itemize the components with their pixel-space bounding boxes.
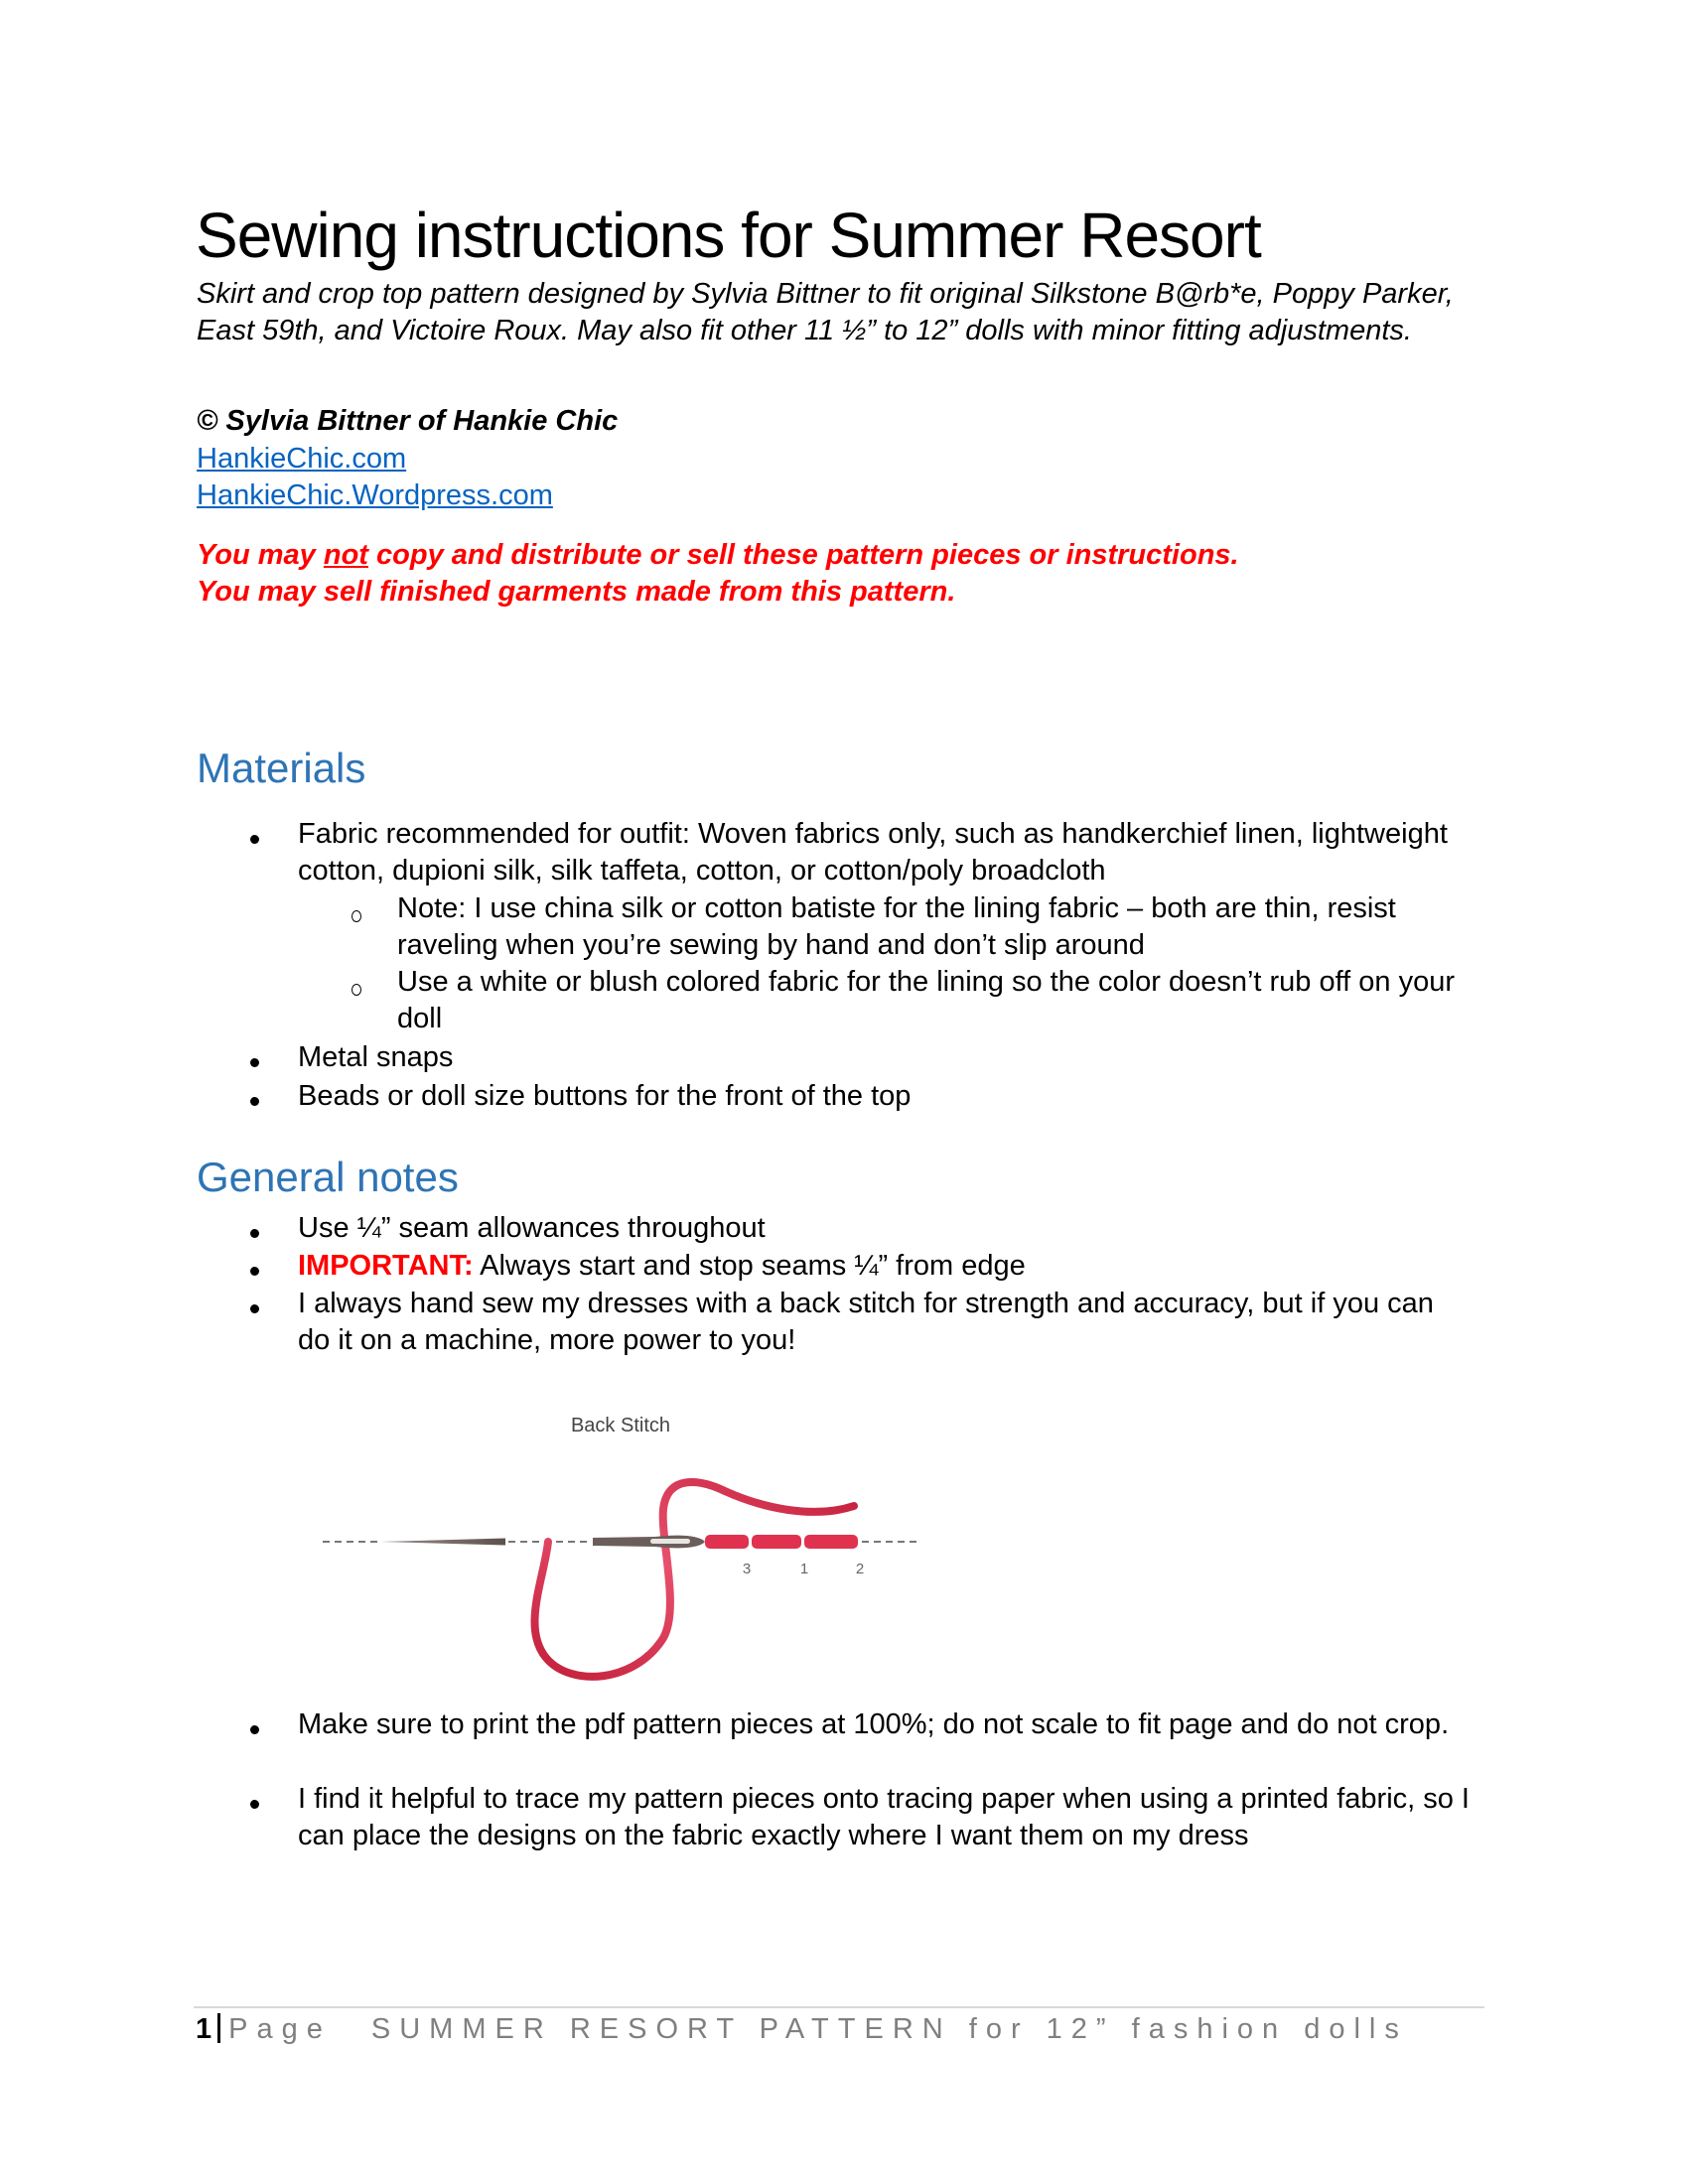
bullet-icon	[250, 1058, 259, 1067]
bullet-icon	[250, 1800, 259, 1809]
warning-suffix: copy and distribute or sell these pattern pieces or instructions.	[367, 539, 1239, 571]
back-stitch-figure	[298, 1380, 943, 1688]
note-tracing-paper: I find it helpful to trace my pattern pieces onto tracing paper when using a printed fabric, so I can place the designs on the fabric exactly where I want them on my dress	[298, 1783, 1470, 1851]
needle-eye	[650, 1539, 690, 1544]
footer-separator	[217, 2013, 220, 2043]
stitch-label-3: 3	[742, 1561, 752, 1577]
warning-line-1	[197, 539, 1239, 572]
materials-item-fabric: Fabric recommended for outfit: Woven fabrics only, such as handkerchief linen, lightweight cotton, dupioni silk, silk taffeta, cotton, or cotton/poly broadcloth	[298, 818, 1448, 887]
stitch-label-2: 2	[855, 1561, 865, 1577]
link-hankiechic[interactable]: HankieChic.com	[197, 443, 407, 475]
warning-line-2: You may sell finished garments made from this pattern.	[197, 576, 956, 608]
stitch-1	[752, 1535, 801, 1549]
needle-tip	[380, 1539, 505, 1546]
important-text: Always start and stop seams ¼” from edge	[473, 1250, 1026, 1282]
copyright-notice: © Sylvia Bittner of Hankie Chic	[197, 405, 619, 437]
stitch-label-1: 1	[799, 1561, 809, 1577]
stitch-2	[804, 1535, 858, 1549]
bullet-icon	[250, 1725, 259, 1734]
materials-item-snaps: Metal snaps	[298, 1041, 454, 1073]
figure-title: Back Stitch	[570, 1415, 671, 1436]
general-notes-heading: General notes	[197, 1154, 459, 1200]
thread-loop	[535, 1482, 854, 1677]
note-print-scale: Make sure to print the pdf pattern pieces at 100%; do not scale to fit page and do not crop.	[298, 1708, 1450, 1740]
document-title: Sewing instructions for Summer Resort	[196, 200, 1261, 271]
bullet-icon	[250, 835, 259, 844]
bullet-icon	[250, 1267, 259, 1276]
note-back-stitch: I always hand sew my dresses with a back stitch for strength and accuracy, but if you can do it on a machine, more power to you!	[298, 1288, 1434, 1356]
materials-subitem-note: Note: I use china silk or cotton batiste for the lining fabric – both are thin, resist raveling when you’re sewing by hand and don’t slip around	[397, 892, 1396, 961]
footer-divider	[194, 2006, 1484, 2008]
page-number: 1	[196, 2013, 212, 2045]
note-seam-allowance: Use ¼” seam allowances throughout	[298, 1212, 766, 1244]
warning-emphasis: not	[323, 539, 368, 571]
materials-heading: Materials	[197, 745, 366, 791]
bullet-icon	[250, 1229, 259, 1238]
warning-prefix: You may	[197, 539, 324, 571]
link-hankiechic-wordpress[interactable]: HankieChic.Wordpress.com	[197, 479, 553, 511]
back-stitch-illustration	[298, 1380, 943, 1688]
sub-bullet-icon	[352, 910, 361, 922]
materials-subitem-lining: Use a white or blush colored fabric for the lining so the color doesn’t rub off on your doll	[397, 966, 1455, 1034]
note-important	[298, 1248, 1026, 1285]
document-subtitle: Skirt and crop top pattern designed by Sylvia Bittner to fit original Silkstone B@rb*e, Poppy Parker, East 59th, and Victoire Roux. May also fit other 11 ½” to 12” dolls with minor fitting adjustments.	[197, 278, 1454, 346]
materials-item-beads: Beads or doll size buttons for the front of the top	[298, 1080, 912, 1112]
footer-text: SUMMER RESORT PATTERN for 12” fashion dolls	[370, 2013, 1408, 2045]
page-footer	[196, 2013, 1408, 2046]
stitch-3	[705, 1535, 749, 1549]
page-label: Page	[228, 2013, 332, 2045]
bullet-icon	[250, 1304, 259, 1313]
bullet-icon	[250, 1097, 259, 1106]
important-label: IMPORTANT:	[298, 1250, 474, 1282]
sub-bullet-icon	[352, 984, 361, 996]
